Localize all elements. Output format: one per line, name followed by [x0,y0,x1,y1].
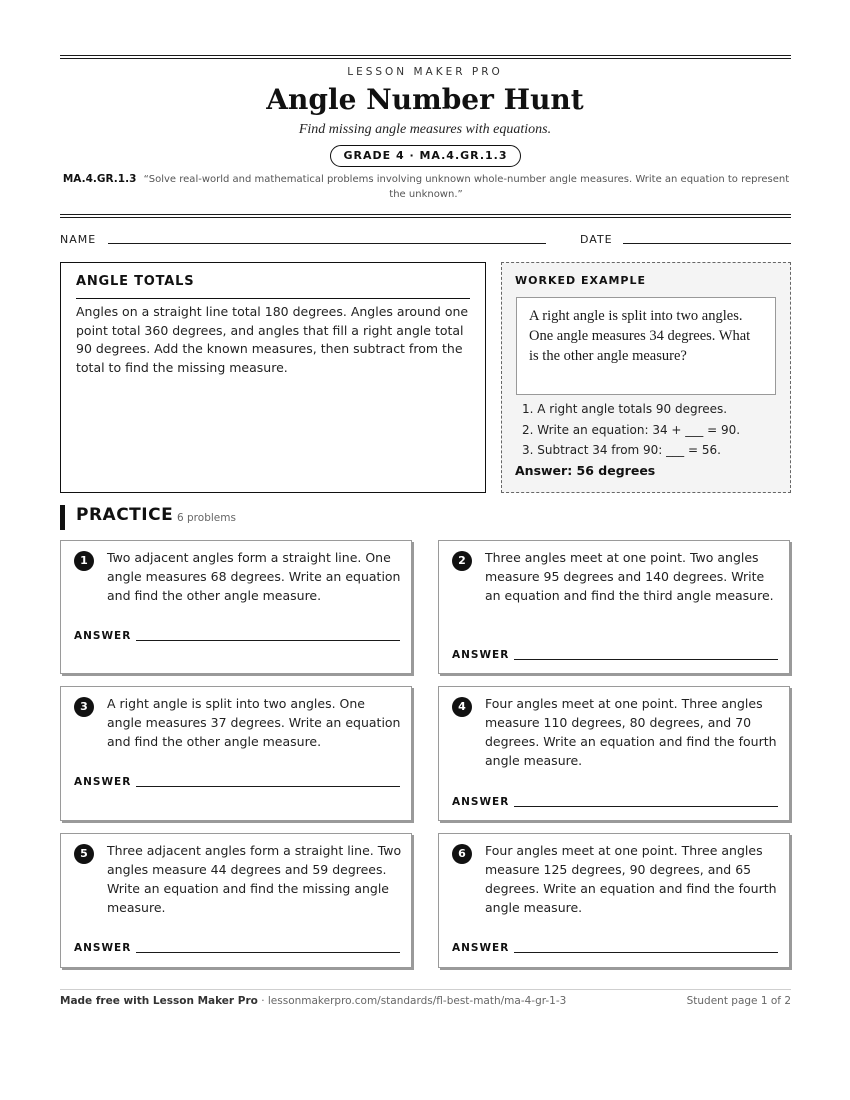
problem-text: Three adjacent angles form a straight line. Two angles measure 44 degrees and 59 degrees. Write an equation and find the missing angle measure. [107,843,402,915]
angle-totals-body: Angles on a straight line total 180 degrees. Angles around one point total 360 degrees, and angles that fill a right angle total 90 degrees. Add the known measures, then subtract from the total to find the missing measure. [76,304,469,375]
practice-accent-bar [60,505,65,530]
standard-code: MA.4.GR.1.3 [62,173,137,185]
worked-example-answer: Answer: 56 degrees [515,463,656,478]
problem-number-badge: 2 [452,551,472,571]
practice-heading: PRACTICE [76,505,174,525]
name-label: NAME [60,233,97,246]
footer-credit [60,995,566,1007]
date-label: DATE [580,233,613,246]
answer-line[interactable] [514,952,778,953]
problem-number-badge: 5 [74,844,94,864]
answer-line[interactable] [136,640,400,641]
footer-url: · lessonmakerpro.com/standards/fl-best-math/ma-4-gr-1-3 [257,995,567,1007]
footer-divider [60,989,791,990]
worked-example-panel [501,262,791,493]
problem-text: A right angle is split into two angles. One angle measures 37 degrees. Write an equation and find the other angle measure. [107,696,401,749]
problem-card-5 [60,833,412,968]
angle-totals-heading: ANGLE TOTALS [76,274,470,299]
problem-number-badge: 1 [74,551,94,571]
standard-text: “Solve real-world and mathematical problems involving unknown whole-number angle measures. Write an equation to represent the unknown.” [143,174,790,200]
name-field-line[interactable] [108,243,546,244]
problem-number-badge: 4 [452,697,472,717]
worked-step: 3. Subtract 34 from 90: ___ = 56. [522,443,721,457]
problem-text: Two adjacent angles form a straight line. One angle measures 68 degrees. Write an equation and find the other angle measure. [107,550,401,603]
problem-text: Four angles meet at one point. Three angles measure 125 degrees, 90 degrees, and 65 degrees. Write an equation and find the fourth angle measure. [485,843,777,915]
answer-line[interactable] [514,806,778,807]
worked-example-question: A right angle is split into two angles. One angle measures 34 degrees. What is the other angle measure? [516,297,776,395]
angle-totals-panel [60,262,486,493]
worksheet-subtitle: Find missing angle measures with equations. [298,122,552,137]
answer-line[interactable] [136,952,400,953]
answer-label: ANSWER [452,649,510,661]
date-field-line[interactable] [623,243,791,244]
answer-line[interactable] [514,659,778,660]
worksheet-title: Angle Number Hunt [266,83,584,116]
brand-name: LESSON MAKER PRO [347,66,503,78]
practice-count: 6 problems [177,512,236,524]
top-double-rule [60,55,791,59]
worked-example-steps [522,399,784,461]
grade-standard-pill: GRADE 4 · MA.4.GR.1.3 [330,145,521,167]
footer-made-with: Made free with Lesson Maker Pro [60,995,258,1007]
problem-text: Three angles meet at one point. Two angles measure 95 degrees and 140 degrees. Write an equation and find the third angle measure. [485,550,774,603]
answer-label: ANSWER [74,942,132,954]
problem-number-badge: 3 [74,697,94,717]
answer-label: ANSWER [452,942,510,954]
problem-card-1 [60,540,412,674]
problem-card-3 [60,686,412,821]
worked-step: 2. Write an equation: 34 + ___ = 90. [522,422,741,437]
problem-text: Four angles meet at one point. Three angles measure 110 degrees, 80 degrees, and 70 degrees. Write an equation and find the fourth angle measure. [485,696,777,768]
problem-card-4 [438,686,790,821]
problem-card-6 [438,833,790,968]
footer-page-number: Student page 1 of 2 [686,995,791,1007]
answer-label: ANSWER [74,630,132,642]
worked-example-heading: WORKED EXAMPLE [515,274,646,287]
answer-line[interactable] [136,786,400,787]
header-bottom-rule [60,214,791,218]
answer-label: ANSWER [74,776,132,788]
answer-label: ANSWER [452,796,510,808]
worked-step: 1. A right angle totals 90 degrees. [522,402,728,416]
standard-statement [62,172,790,202]
problem-number-badge: 6 [452,844,472,864]
problem-card-2 [438,540,790,674]
